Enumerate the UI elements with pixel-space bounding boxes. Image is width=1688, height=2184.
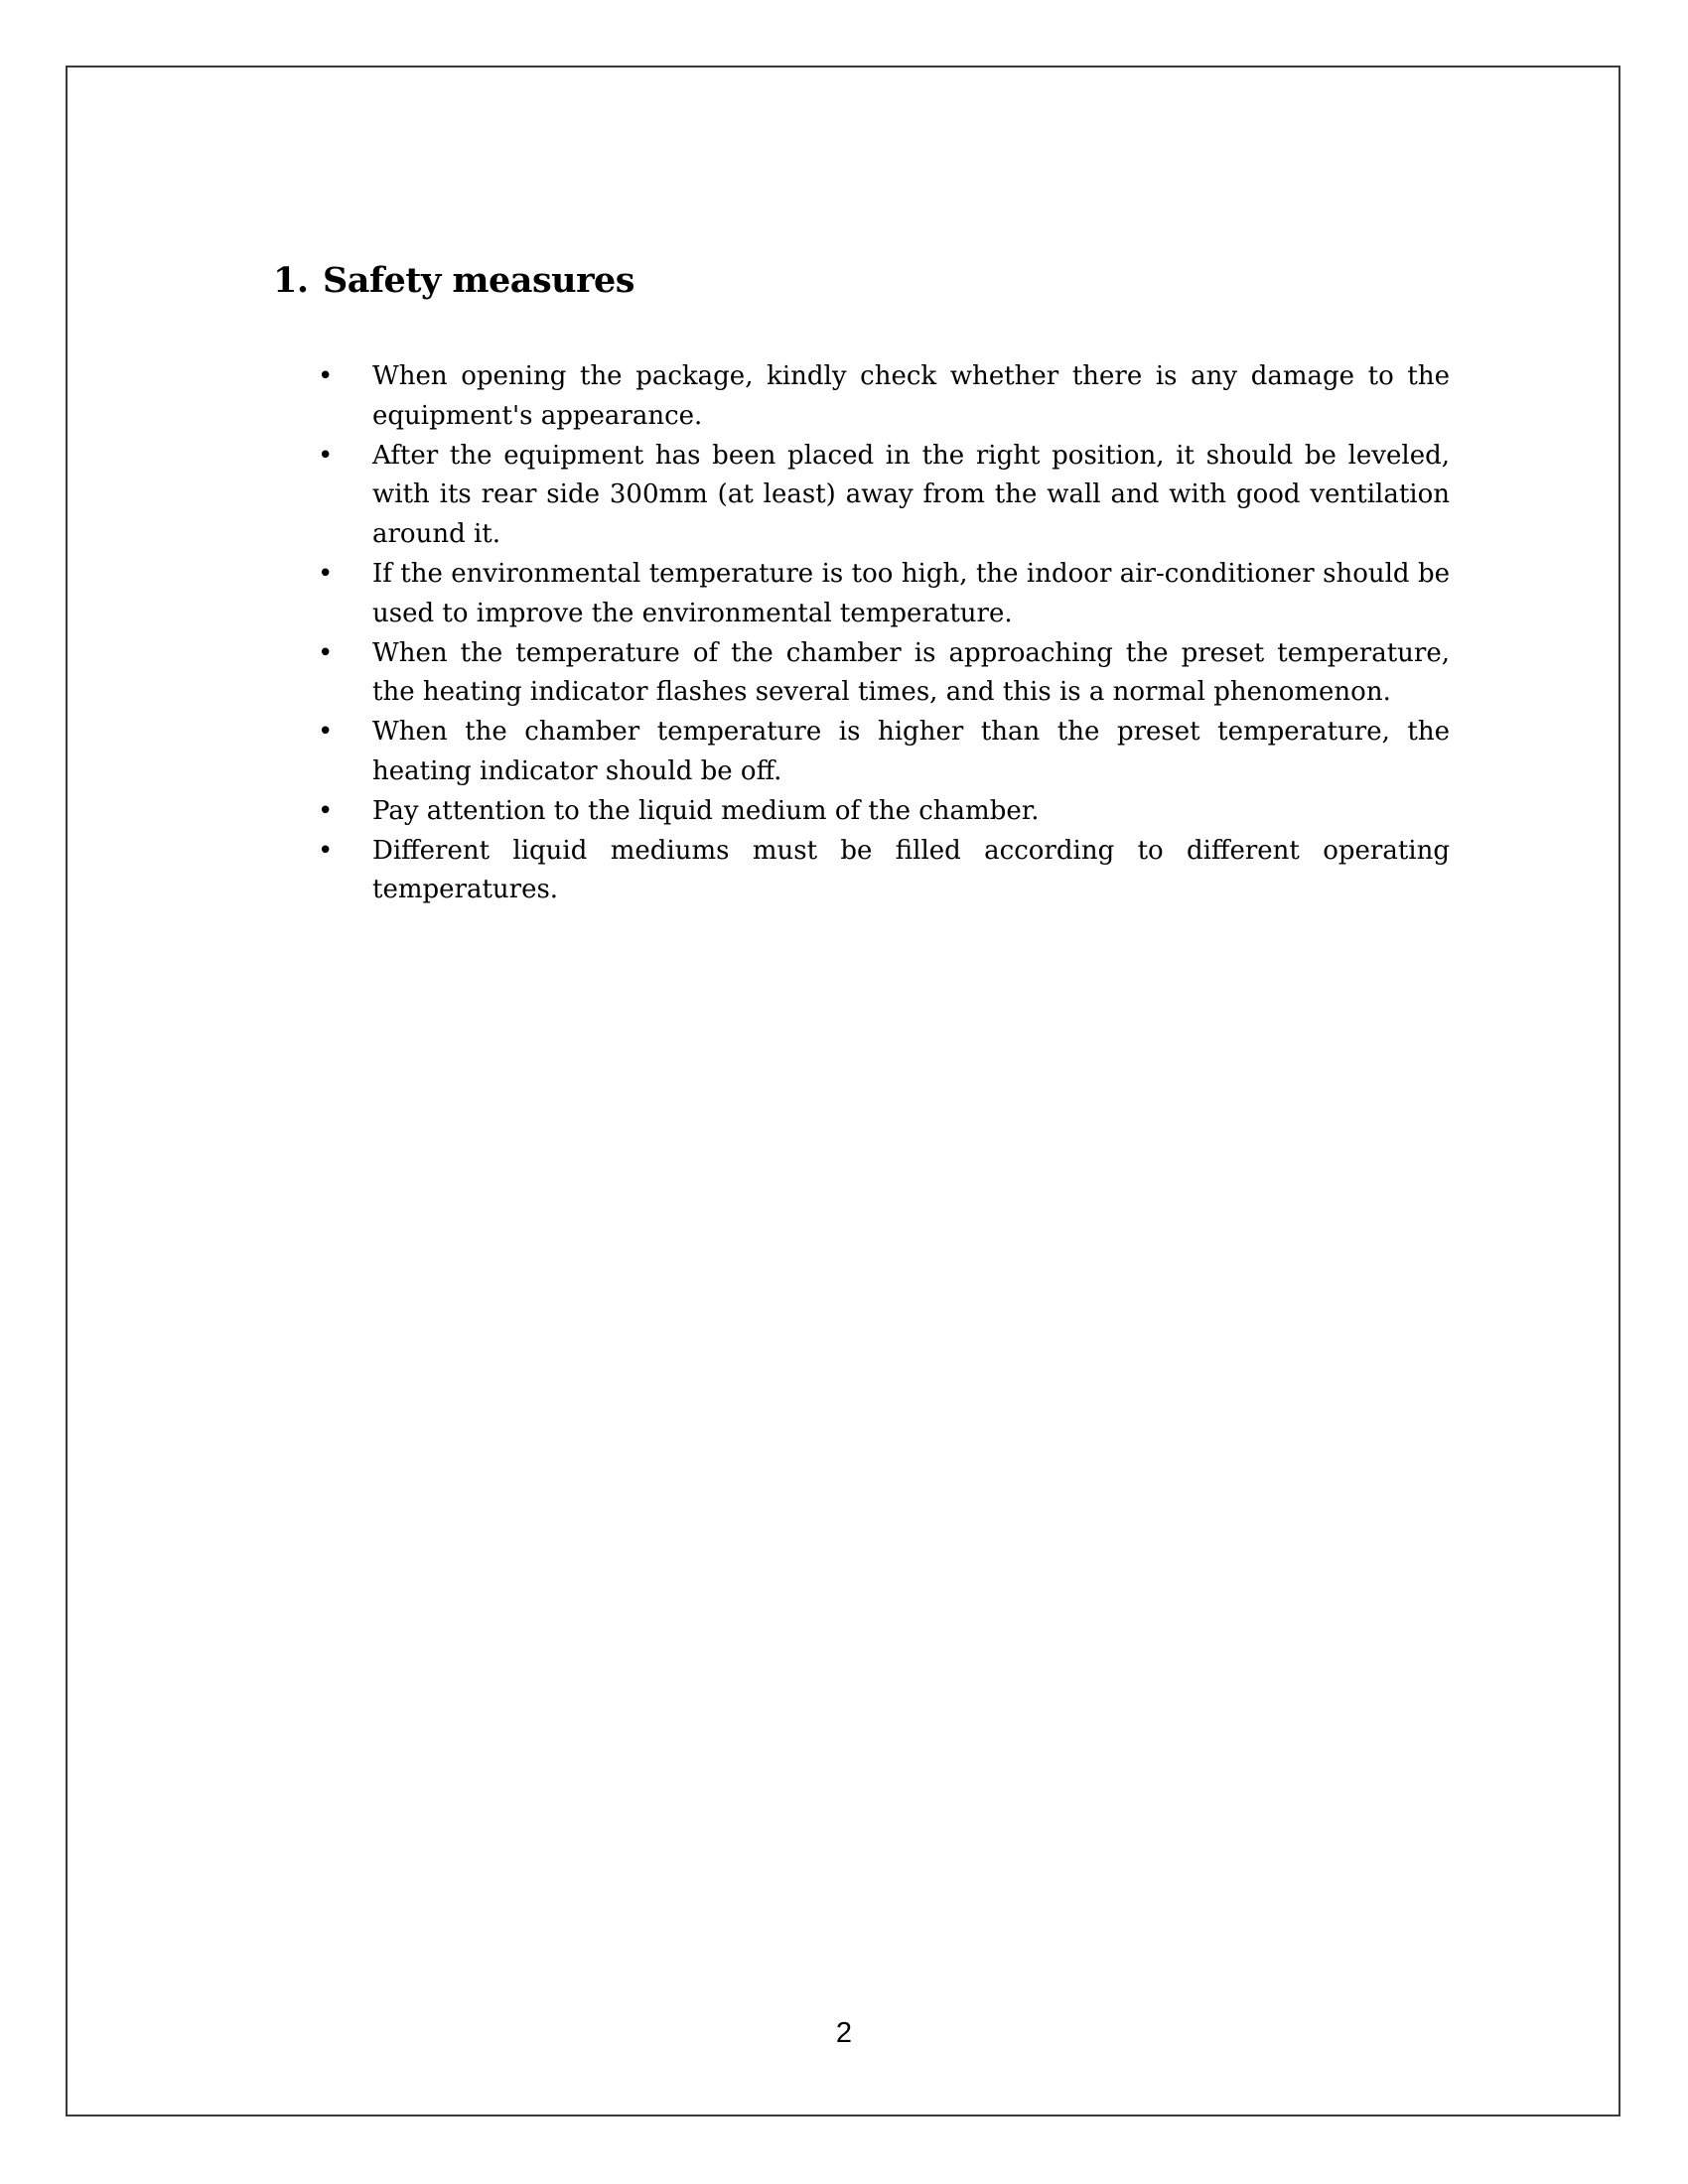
list-item-text: If the environmental temperature is too high, the indoor air-conditioner should be used to improve the environmental temperature. [372,558,1450,628]
bullet-icon: • [318,637,334,668]
section-heading [273,260,634,301]
list-item [318,713,1450,792]
list-item [318,437,1450,555]
bullet-icon: • [318,835,334,866]
bullet-icon: • [318,558,334,589]
bullet-icon: • [318,717,334,748]
section-title: Safety measures [323,260,635,301]
list-item-text: Pay attention to the liquid medium of the chamber. [372,795,1040,826]
bullet-icon: • [318,361,334,391]
list-item-text: Different liquid mediums must be filled according to different operating temperatures. [372,835,1450,905]
section-number: 1. [273,260,309,301]
list-item [318,555,1450,634]
bullet-icon: • [318,795,334,826]
list-item-text: When the chamber temperature is higher than the preset temperature, the heating indicator should be off. [372,717,1450,786]
list-item [318,357,1450,437]
list-item-text: When opening the package, kindly check whether there is any damage to the equipment's appearance. [372,361,1450,431]
list-item [318,792,1450,832]
list-item [318,832,1450,911]
page-number: 2 [835,2017,853,2049]
bullet-icon: • [318,440,334,471]
list-item-text: After the equipment has been placed in the right position, it should be leveled, with its rear side 300mm (at least) away from the wall and with good ventilation around it. [372,440,1450,550]
list-item-text: When the temperature of the chamber is approaching the preset temperature, the heating indicator flashes several times, and this is a normal phenomenon. [372,637,1450,708]
list-item [318,634,1450,714]
safety-measures-list [318,357,1450,910]
